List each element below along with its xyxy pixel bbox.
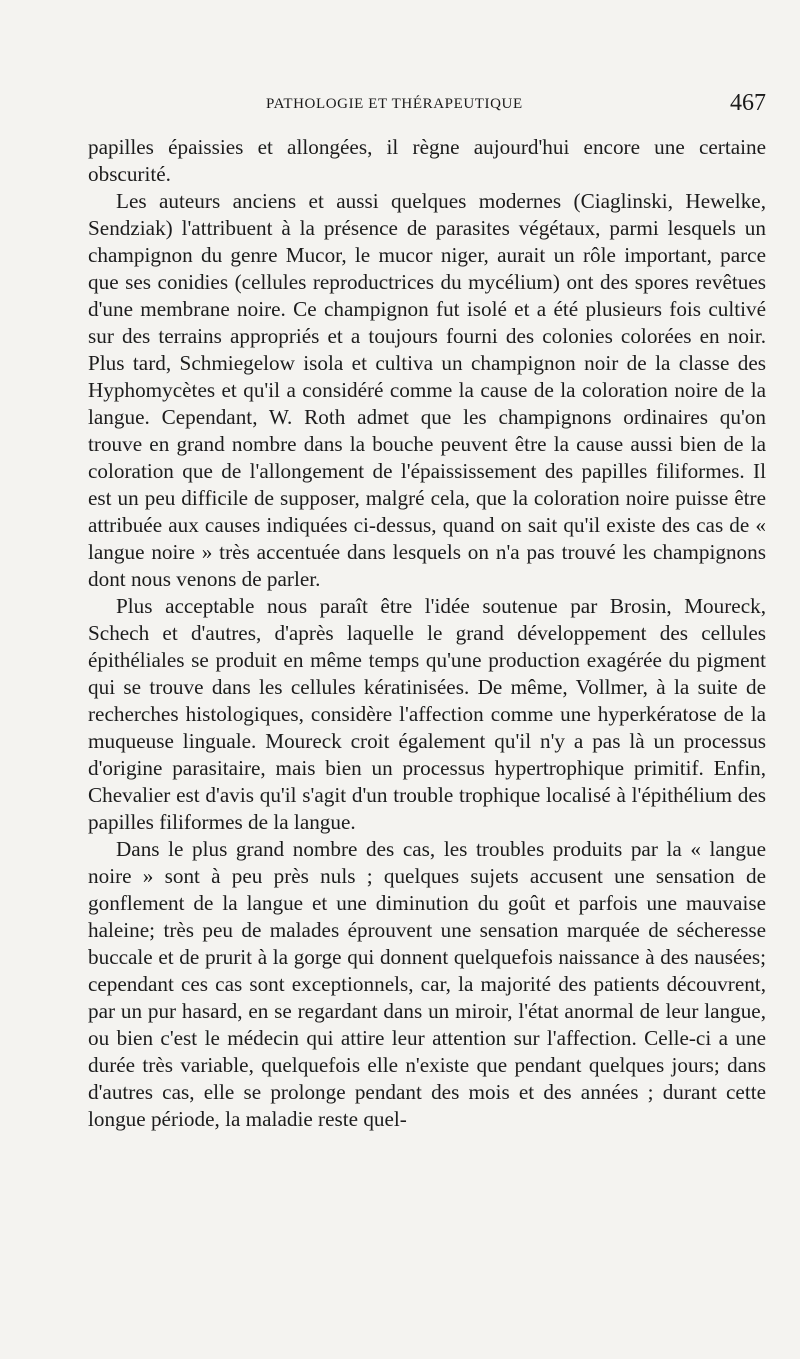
paragraph-theory: Plus acceptable nous paraît être l'idée soutenue par Brosin, Moureck, Schech et d'autres, d'après laquelle le grand développement des cellules épithéliales se produit en même temps qu'une production exagérée du pigment qui se trouve dans les cellules kératinisées. De même, Vollmer, à la suite de recherches histologiques, considère l'affection comme une hyperkératose de la muqueuse linguale. Moureck croit également qu'il n'y a pas là un processus d'origine parasitaire, mais bien un processus hypertrophique primitif. Enfin, Chevalier est d'avis qu'il s'agit d'un trouble trophique localisé à l'épithélium des papilles filiformes de la langue. [88, 594, 766, 834]
paragraph-continuation: papilles épaissies et allongées, il règne aujourd'hui encore une certaine obscurité. [88, 135, 766, 186]
page-number: 467 [730, 90, 766, 116]
paragraph-symptoms: Dans le plus grand nombre des cas, les troubles produits par la « langue noire » sont à peu près nuls ; quelques sujets accusent une sensation de gonflement de la langue et une diminution du goût et parfois une mauvaise haleine; très peu de malades éprouvent une sensation marquée de sécheresse buccale et de prurit à la gorge qui donnent quelquefois naissance à des nausées; cependant ces cas sont exceptionnels, car, la majorité des patients découvrent, par un pur hasard, en se regardant dans un miroir, l'état anormal de leur langue, ou bien c'est le médecin qui attire leur attention sur l'affection. Celle-ci a une durée très variable, quelquefois elle n'existe que pendant quelques jours; dans d'autres cas, elle se prolonge pendant des mois et des années ; durant cette longue période, la maladie reste quel- [88, 837, 766, 1131]
paragraph-causes: Les auteurs anciens et aussi quelques modernes (Ciaglinski, Hewelke, Sendziak) l'attribuent à la présence de parasites végétaux, parmi lesquels un champignon du genre Mucor, le mucor niger, aurait un rôle important, parce que ses conidies (cellules reproductrices du mycélium) ont des spores revêtues d'une membrane noire. Ce champignon fut isolé et a été plusieurs fois cultivé sur des terrains appropriés et a toujours fourni des colonies colorées en noir. Plus tard, Schmiegelow isola et cultiva un champignon noir de la classe des Hyphomycètes et qu'il a considéré comme la cause de la coloration noire de la langue. Cependant, W. Roth admet que les champignons ordinaires qu'on trouve en grand nombre dans la bouche peuvent être la cause aussi bien de la coloration que de l'allongement de l'épaississement des papilles filiformes. Il est un peu difficile de supposer, malgré cela, que la coloration noire puisse être attribuée aux causes indiquées ci-dessus, quand on sait qu'il existe des cas de « langue noire » très accentuée dans lesquels on n'a pas trouvé les champignons dont nous venons de parler. [88, 189, 766, 591]
page-header [86, 90, 766, 124]
running-title: PATHOLOGIE ET THÉRAPEUTIQUE [266, 96, 523, 112]
body-text [88, 134, 766, 1133]
